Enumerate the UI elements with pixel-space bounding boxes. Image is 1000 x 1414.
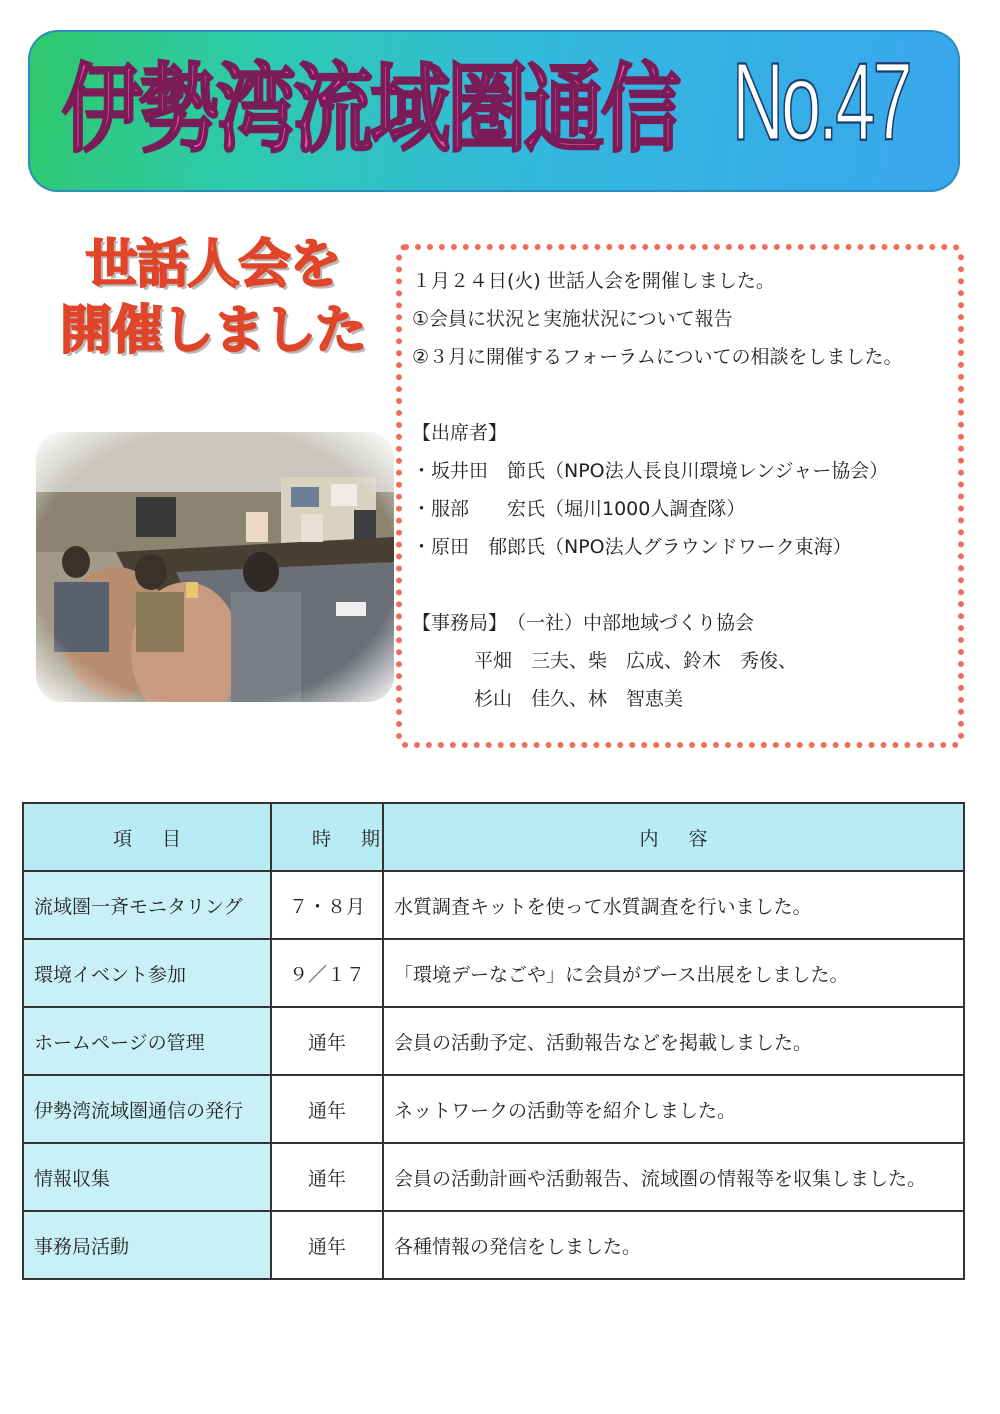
activities-table xyxy=(22,802,965,1280)
row-content: 会員の活動予定、活動報告などを掲載しました。 xyxy=(383,1007,964,1075)
table-row xyxy=(23,1075,964,1143)
row-content: 水質調査キットを使って水質調査を行いました。 xyxy=(383,871,964,939)
row-content: ネットワークの活動等を紹介しました。 xyxy=(383,1075,964,1143)
attendees-label: 【出席者】 xyxy=(412,422,508,444)
meeting-date: １月２４日(火) 世話人会を開催しました。 xyxy=(412,270,775,292)
secretariat-members-2: 杉山 佳久、林 智恵美 xyxy=(474,688,684,710)
meeting-photo xyxy=(36,432,394,702)
row-item: 流域圏一斉モニタリング xyxy=(23,871,271,939)
header-content: 内容 xyxy=(383,803,964,871)
row-content: 会員の活動計画や活動報告、流域圏の情報等を収集しました。 xyxy=(383,1143,964,1211)
row-period: 通年 xyxy=(271,1007,383,1075)
section-heading xyxy=(48,232,378,364)
row-item: 情報収集 xyxy=(23,1143,271,1211)
heading-line-2: 開催しました xyxy=(59,301,366,361)
table-row xyxy=(23,1143,964,1211)
header-item: 項目 xyxy=(23,803,271,871)
row-period: ７・８月 xyxy=(271,871,383,939)
newsletter-title: 伊勢湾流域圏通信 xyxy=(62,53,678,166)
meeting-info xyxy=(412,262,972,718)
secretariat-members-1: 平畑 三夫、柴 広成、鈴木 秀俊、 xyxy=(474,650,798,672)
table-row xyxy=(23,871,964,939)
issue-number: No.47 xyxy=(732,40,910,164)
row-content: 各種情報の発信をしました。 xyxy=(383,1211,964,1279)
row-content: 「環境デーなごや」に会員がブース出展をしました。 xyxy=(383,939,964,1007)
table-row xyxy=(23,1007,964,1075)
table-row xyxy=(23,939,964,1007)
secretariat-label: 【事務局】 （一社）中部地域づくり協会 xyxy=(412,612,755,634)
attendee-2: ・服部 宏氏（堀川1000人調査隊） xyxy=(412,498,746,520)
heading-line-1: 世話人会を xyxy=(85,235,341,295)
header-period: 時期 xyxy=(271,803,383,871)
row-item: 事務局活動 xyxy=(23,1211,271,1279)
attendee-1: ・坂井田 節氏（NPO法人長良川環境レンジャー協会） xyxy=(412,460,889,482)
meeting-photo-icon xyxy=(36,432,394,702)
agenda-item-1: ①会員に状況と実施状況について報告 xyxy=(412,308,733,330)
row-period: ９／１７ xyxy=(271,939,383,1007)
row-item: 環境イベント参加 xyxy=(23,939,271,1007)
row-period: 通年 xyxy=(271,1075,383,1143)
row-item: 伊勢湾流域圏通信の発行 xyxy=(23,1075,271,1143)
row-item: ホームページの管理 xyxy=(23,1007,271,1075)
agenda-item-2: ②３月に開催するフォーラムについての相談をしました。 xyxy=(412,346,903,368)
row-period: 通年 xyxy=(271,1211,383,1279)
row-period: 通年 xyxy=(271,1143,383,1211)
attendee-3: ・原田 郁郎氏（NPO法人グラウンドワーク東海） xyxy=(412,536,852,558)
table-row xyxy=(23,1211,964,1279)
table-header-row xyxy=(23,803,964,871)
